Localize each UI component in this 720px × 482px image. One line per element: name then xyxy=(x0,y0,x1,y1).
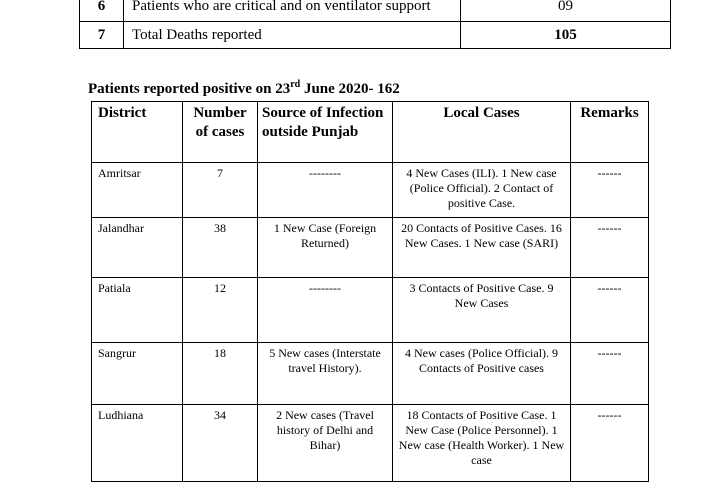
cell-number: 38 xyxy=(183,218,258,278)
heading-prefix: Patients reported positive on 23 xyxy=(88,81,291,97)
table-row xyxy=(92,218,649,278)
table-row xyxy=(92,278,649,343)
header-district: District xyxy=(92,102,183,163)
summary-row-number: 7 xyxy=(80,22,124,49)
cell-number: 34 xyxy=(183,405,258,482)
summary-table xyxy=(79,0,671,49)
summary-row-ventilator xyxy=(80,0,671,22)
cell-local: 3 Contacts of Positive Case. 9 New Cases xyxy=(393,278,571,343)
summary-row-value: 09 xyxy=(461,0,671,22)
summary-row-number: 6 xyxy=(80,0,124,22)
cell-remarks: ------ xyxy=(571,278,649,343)
cell-source: 1 New Case (Foreign Returned) xyxy=(258,218,393,278)
cell-number: 18 xyxy=(183,343,258,405)
cell-source: -------- xyxy=(258,163,393,218)
cell-local: 18 Contacts of Positive Case. 1 New Case (Police Personnel). 1 New case (Health Worker). 1 New case xyxy=(393,405,571,482)
cell-local: 4 New cases (Police Official). 9 Contacts of Positive cases xyxy=(393,343,571,405)
heading-suffix: June 2020- 162 xyxy=(300,81,400,97)
table-row xyxy=(92,343,649,405)
table-row xyxy=(92,163,649,218)
cell-district: Sangrur xyxy=(92,343,183,405)
summary-row-value: 105 xyxy=(461,22,671,49)
summary-row-label: Patients who are critical and on ventilator support xyxy=(124,0,461,22)
cell-number: 7 xyxy=(183,163,258,218)
table-row xyxy=(92,405,649,482)
header-local-cases: Local Cases xyxy=(393,102,571,163)
header-number-of-cases: Number of cases xyxy=(183,102,258,163)
cell-district: Amritsar xyxy=(92,163,183,218)
header-remarks: Remarks xyxy=(571,102,649,163)
section-heading xyxy=(88,79,400,98)
cell-remarks: ------ xyxy=(571,405,649,482)
header-source-of-infection: Source of Infection outside Punjab xyxy=(258,102,393,163)
summary-row-label: Total Deaths reported xyxy=(124,22,461,49)
cell-remarks: ------ xyxy=(571,343,649,405)
cell-source: 2 New cases (Travel history of Delhi and Bihar) xyxy=(258,405,393,482)
cell-source: -------- xyxy=(258,278,393,343)
cell-source: 5 New cases (Interstate travel History). xyxy=(258,343,393,405)
cell-local: 4 New Cases (ILI). 1 New case (Police Official). 2 Contact of positive Case. xyxy=(393,163,571,218)
cell-district: Ludhiana xyxy=(92,405,183,482)
district-cases-table xyxy=(91,101,649,482)
cell-remarks: ------ xyxy=(571,218,649,278)
summary-row-deaths xyxy=(80,22,671,49)
cell-remarks: ------ xyxy=(571,163,649,218)
cell-number: 12 xyxy=(183,278,258,343)
table-header-row xyxy=(92,102,649,163)
cell-district: Jalandhar xyxy=(92,218,183,278)
cell-district: Patiala xyxy=(92,278,183,343)
heading-ordinal-suffix: rd xyxy=(290,79,301,90)
cell-local: 20 Contacts of Positive Cases. 16 New Cases. 1 New case (SARI) xyxy=(393,218,571,278)
